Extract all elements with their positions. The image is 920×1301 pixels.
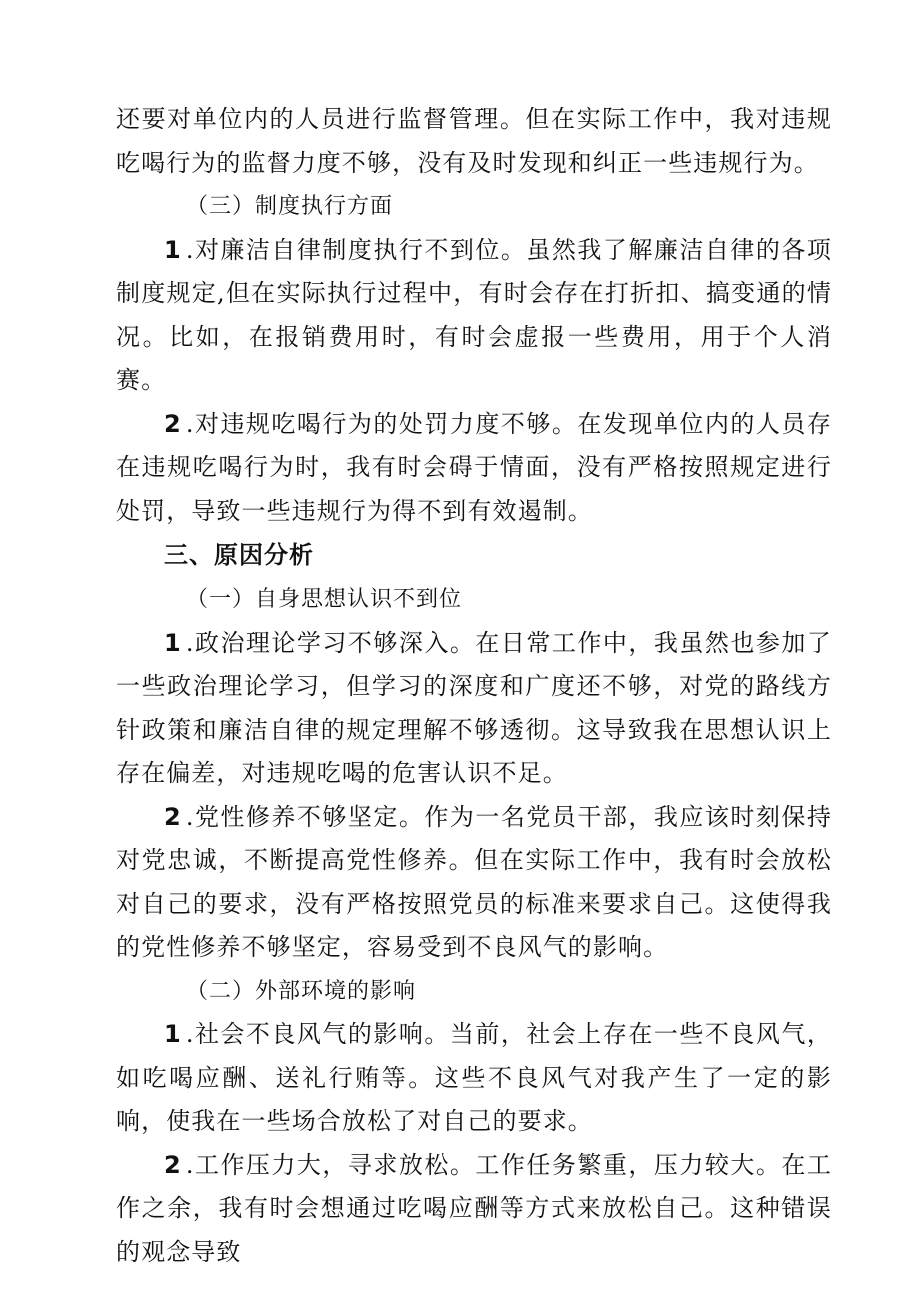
paragraph-system-1	[116, 229, 832, 403]
item-number: 1	[164, 628, 182, 657]
paragraph-text: .对违规吃喝行为的处罚力度不够。在发现单位内的人员存在违规吃喝行为时，我有时会碍于情面，没有严格按照规定进行处罚，导致一些违规行为得不到有效遏制。	[116, 409, 832, 525]
paragraph-text: .工作压力大，寻求放松。工作任务繁重，压力较大。在工作之余，我有时会想通过吃喝应酬等方式来放松自己。这种错误的观念导致	[116, 1150, 832, 1266]
paragraph-environment-2	[116, 1144, 832, 1275]
item-number: 2	[164, 802, 182, 831]
subheading-external-environment	[116, 970, 832, 1014]
paragraph-text: .对廉洁自律制度执行不到位。虽然我了解廉洁自律的各项制度规定,但在实际执行过程中，有时会存在打折扣、搞变通的情况。比如，在报销费用时，有时会虚报一些费用，用于个人消赛。	[116, 235, 832, 394]
paragraph-system-2	[116, 403, 832, 534]
paragraph-text: 还要对单位内的人员进行监督管理。但在实际工作中，我对违规吃喝行为的监督力度不够，没有及时发现和纠正一些违规行为。	[116, 105, 832, 177]
paragraph-awareness-1	[116, 622, 832, 796]
paragraph-text: .社会不良风气的影响。当前，社会上存在一些不良风气，如吃喝应酬、送礼行贿等。这些不良风气对我产生了一定的影响，使我在一些场合放松了对自己的要求。	[116, 1020, 832, 1135]
paragraph-text: .党性修养不够坚定。作为一名党员干部，我应该时刻保持对党忠诚，不断提高党性修养。但在实际工作中，我有时会放松对自己的要求，没有严格按照党员的标准来要求自己。这使得我的党性修养不够坚定，容易受到不良风气的影响。	[116, 802, 832, 961]
subheading-self-awareness	[116, 578, 832, 622]
paragraph-awareness-2	[116, 796, 832, 970]
subheading-text: （三）制度执行方面	[186, 194, 394, 219]
paragraph-text: .政治理论学习不够深入。在日常工作中，我虽然也参加了一些政治理论学习，但学习的深度和广度还不够，对党的路线方针政策和廉洁自律的规定理解不够透彻。这导致我在思想认识上存在偏差，对违规吃喝的危害认识不足。	[116, 628, 832, 787]
item-number: 1	[164, 235, 182, 264]
section-heading-cause-analysis	[116, 533, 832, 578]
item-number: 1	[164, 1020, 182, 1048]
paragraph-supervision-continued	[116, 98, 832, 185]
subheading-system-execution	[116, 185, 832, 229]
section-heading-text: 三、原因分析	[164, 541, 314, 569]
item-number: 2	[164, 1150, 182, 1179]
item-number: 2	[164, 409, 182, 438]
subheading-text: （二）外部环境的影响	[186, 978, 417, 1004]
paragraph-environment-1	[116, 1013, 832, 1144]
document-body	[116, 98, 832, 1274]
subheading-text: （一）自身思想认识不到位	[186, 587, 463, 612]
